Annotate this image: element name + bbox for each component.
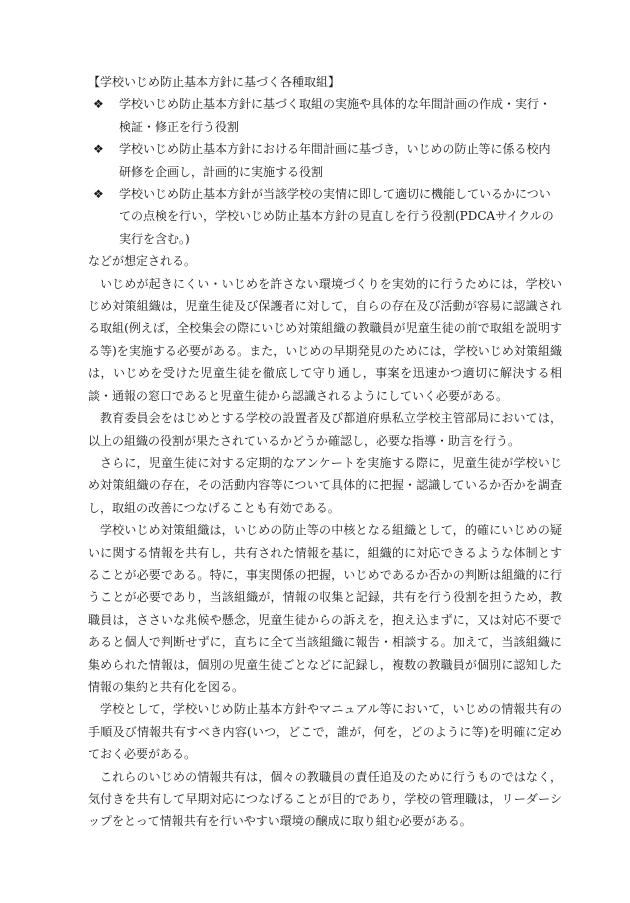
bullet-text: 学校いじめ防止基本方針が当該学校の実情に即して適切に機能しているかについての点検を行い，学校いじめ防止基本方針の見直しを行う役割(PDCAサイクルの実行を含む。): [119, 187, 554, 246]
paragraph: 教育委員会をはじめとする学校の設置者及び都道府県私立学校主管部局においては，以上の組織の役割が果たされているかどうか確認し，必要な指導・助言を行う。: [88, 411, 562, 448]
paragraph: これらのいじめの情報共有は，個々の教職員の責任追及のために行うものではなく，気付きを共有して早期対応につなげることが目的であり，学校の管理職は，リーダーシップをとって情報共有を行いやすい環境の醸成に取り組む必要がある。: [88, 769, 562, 829]
bullet-item: [88, 183, 562, 250]
bullet-text: 学校いじめ防止基本方針における年間計画に基づき，いじめの防止等に係る校内研修を企画し，計画的に実施する役割: [119, 142, 551, 179]
document-page: [88, 71, 562, 833]
bullets-conclusion: などが想定される。: [88, 254, 197, 269]
paragraph: さらに，児童生徒に対する定期的なアンケートを実施する際に，児童生徒が学校いじめ対策組織の存在，その活動内容等について具体的に把握・認識しているか否かを調査し，取組の改善につなげることも有効である。: [88, 455, 562, 515]
diamond-bullet-icon: ❖: [93, 187, 104, 202]
paragraph: いじめが起きにくい・いじめを許さない環境づくりを実効的に行うためには，学校いじめ対策組織は，児童生徒及び保護者に対して，自らの存在及び活動が容易に認識される取組(例えば，全校集会の際にいじめ対策組織の教職員が児童生徒の前で取組を説明する等)を実施する必要がある。また，いじめの早期発見のためには，学校いじめ対策組織は，いじめを受けた児童生徒を徹底して守り通し，事案を迅速かつ適切に解決する相談・通報の窓口であると児童生徒から認識されるようにしていく必要がある。: [88, 276, 562, 403]
section-heading: 【学校いじめ防止基本方針に基づく各種取組】: [88, 75, 341, 89]
paragraph: 学校いじめ対策組織は，いじめの防止等の中核となる組織として，的確にいじめの疑いに関する情報を共有し，共有された情報を基に，組織的に対応できるような体制とすることが必要である。特に，事実関係の把握，いじめであるか否かの判断は組織的に行うことが必要であり，当該組織が，情報の収集と記録，共有を行う役割を担うため，教職員は，ささいな兆候や懸念，児童生徒からの訴えを，抱え込まずに，又は対応不要であると個人で判断せずに，直ちに全て当該組織に報告・相談する。加えて，当該組織に集められた情報は，個別の児童生徒ごとなどに記録し，複数の教職員が個別に認知した情報の集約と共有化を図る。: [88, 523, 562, 694]
bullet-item: [88, 138, 562, 183]
diamond-bullet-icon: ❖: [93, 97, 104, 112]
diamond-bullet-icon: ❖: [93, 142, 104, 157]
paragraph: 学校として，学校いじめ防止基本方針やマニュアル等において，いじめの情報共有の手順及び情報共有すべき内容(いつ，どこで，誰が，何を，どのように等)を明確に定めておく必要がある。: [88, 702, 562, 762]
bullet-item: [88, 93, 562, 138]
bullet-text: 学校いじめ防止基本方針に基づく取組の実施や具体的な年間計画の作成・実行・検証・修正を行う役割: [119, 97, 552, 134]
